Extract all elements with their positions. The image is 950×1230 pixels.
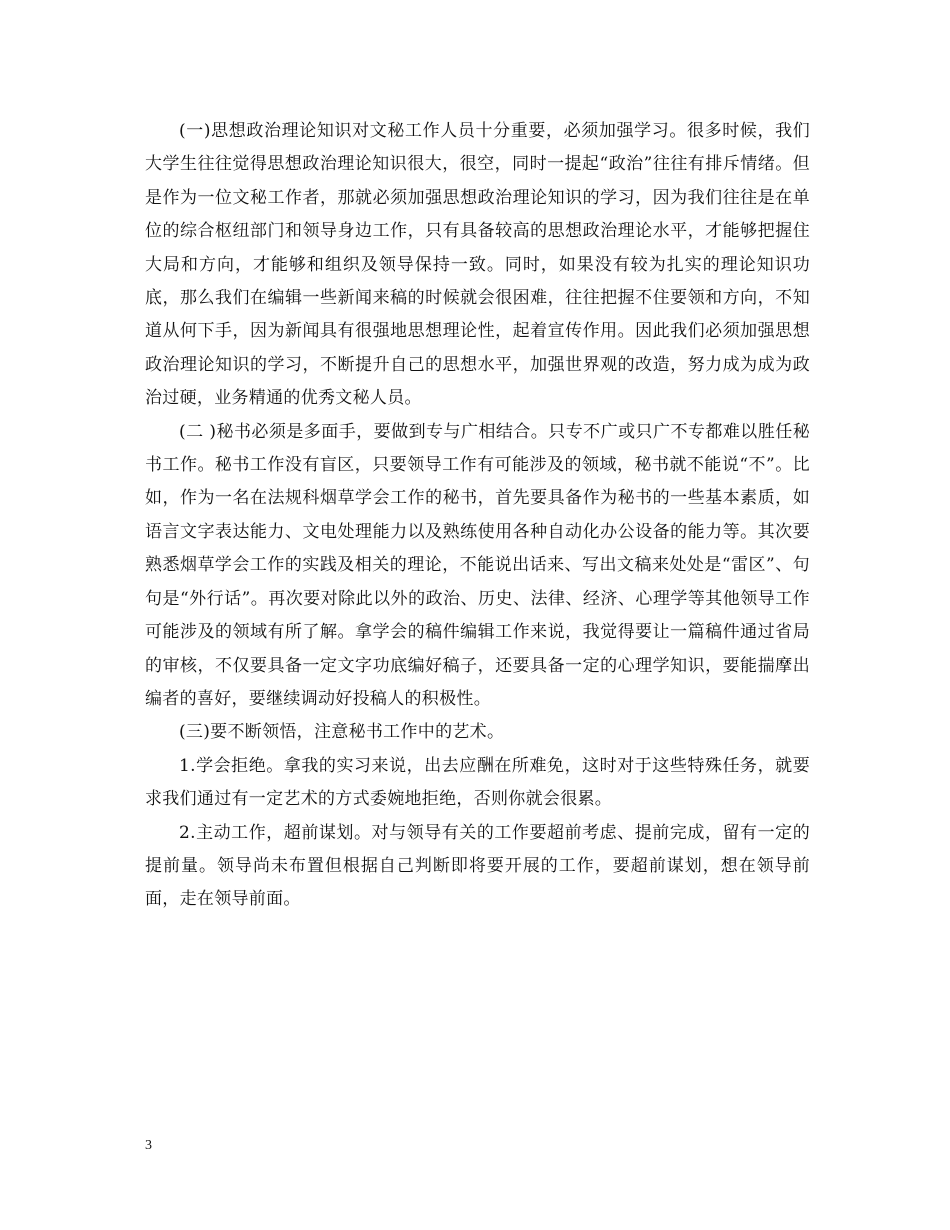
document-body	[145, 115, 810, 917]
paragraph-versatile-secretary: (二 )秘书必须是多面手，要做到专与广相结合。只专不广或只广不专都难以胜任秘书工作。秘书工作没有盲区，只要领导工作有可能涉及的领域，秘书就不能说“不”。比如，作为一名在法规科烟草学会工作的秘书，首先要具备作为秘书的一些基本素质，如语言文字表达能力、文电处理能力以及熟练使用各种自动化办公设备的能力等。其次要熟悉烟草学会工作的实践及相关的理论，不能说出话来、写出文稿来处处是“雷区”、句句是“外行话”。再次要对除此以外的政治、历史、法律、经济、心理学等其他领导工作可能涉及的领域有所了解。拿学会的稿件编辑工作来说，我觉得要让一篇稿件通过省局的审核，不仅要具备一定文字功底编好稿子，还要具备一定的心理学知识，要能揣摩出编者的喜好，要继续调动好投稿人的积极性。	[145, 421, 810, 709]
paragraph-learn-to-refuse: 1.学会拒绝。拿我的实习来说，出去应酬在所难免，这时对于这些特殊任务，就要求我们通过有一定艺术的方式委婉地拒绝，否则你就会很累。	[145, 755, 810, 810]
paragraph-proactive-planning: 2.主动工作，超前谋划。对与领导有关的工作要超前考虑、提前完成，留有一定的提前量。领导尚未布置但根据自己判断即将要开展的工作，要超前谋划，想在领导前面，走在领导前面。	[145, 822, 810, 910]
page-number: 3	[145, 1138, 152, 1153]
paragraph-ideological-theory: (一)思想政治理论知识对文秘工作人员十分重要，必须加强学习。很多时候，我们大学生往往觉得思想政治理论知识很大，很空，同时一提起“政治”往往有排斥情绪。但是作为一位文秘工作者，那就必须加强思想政治理论知识的学习，因为我们往往是在单位的综合枢纽部门和领导身边工作，只有具备较高的思想政治理论水平，才能够把握住大局和方向，才能够和组织及领导保持一致。同时，如果没有较为扎实的理论知识功底，那么我们在编辑一些新闻来稿的时候就会很困难，往往把握不住要领和方向，不知道从何下手，因为新闻具有很强地思想理论性，起着宣传作用。因此我们必须加强思想政治理论知识的学习，不断提升自己的思想水平，加强世界观的改造，努力成为成为政治过硬，业务精通的优秀文秘人员。	[145, 121, 810, 409]
paragraph-art-of-secretary-work: (三)要不断领悟，注意秘书工作中的艺术。	[179, 722, 505, 743]
